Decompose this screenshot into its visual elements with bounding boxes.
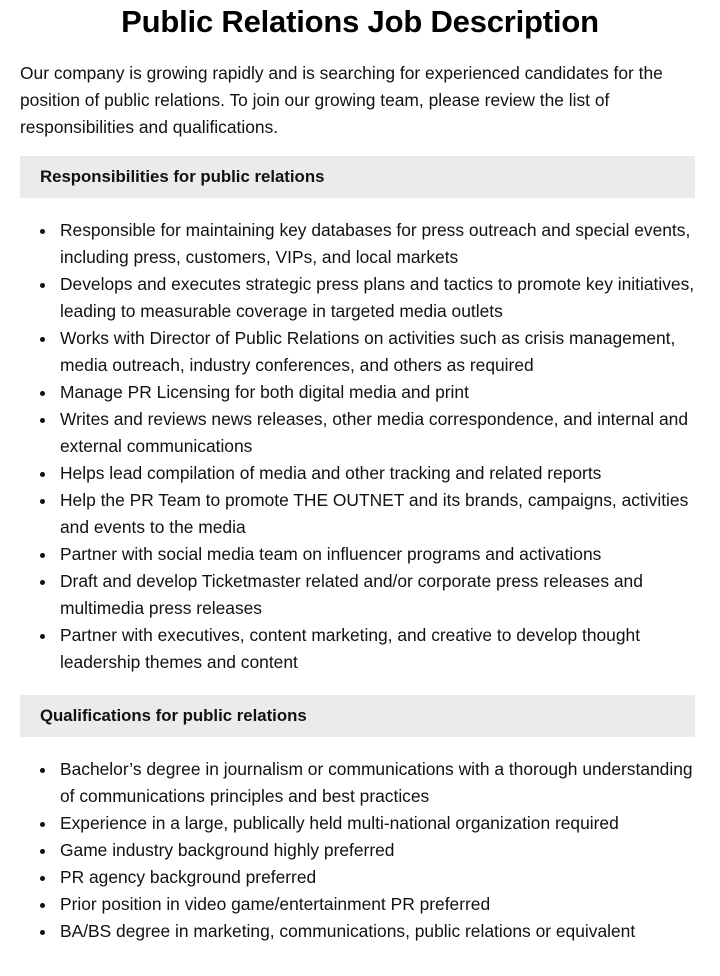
intro-paragraph: Our company is growing rapidly and is searching for experienced candidates for the position of public relations. To join our growing team, please review the list of responsibilities and qualifications. xyxy=(20,63,663,137)
list-item: Draft and develop Ticketmaster related and/or corporate press releases and multimedia press releases xyxy=(60,568,700,622)
list-item: Manage PR Licensing for both digital media and print xyxy=(60,379,700,406)
qualifications-heading: Qualifications for public relations xyxy=(20,695,695,737)
list-item: Partner with social media team on influencer programs and activations xyxy=(60,541,700,568)
list-item: BA/BS degree in marketing, communications, public relations or equivalent xyxy=(60,918,700,945)
qualifications-list xyxy=(20,756,700,945)
list-item: Develops and executes strategic press plans and tactics to promote key initiatives, leading to measurable coverage in targeted media outlets xyxy=(60,271,700,325)
list-item: Responsible for maintaining key databases for press outreach and special events, including press, customers, VIPs, and local markets xyxy=(60,217,700,271)
list-item: Helps lead compilation of media and other tracking and related reports xyxy=(60,460,700,487)
list-item: Partner with executives, content marketing, and creative to develop thought leadership themes and content xyxy=(60,622,700,676)
list-item: Prior position in video game/entertainment PR preferred xyxy=(60,891,700,918)
list-item: Bachelor’s degree in journalism or communications with a thorough understanding of communications principles and best practices xyxy=(60,756,700,810)
list-item: Help the PR Team to promote THE OUTNET and its brands, campaigns, activities and events to the media xyxy=(60,487,700,541)
responsibilities-list xyxy=(20,217,700,676)
list-item: Writes and reviews news releases, other media correspondence, and internal and external communications xyxy=(60,406,700,460)
page-title: Public Relations Job Description xyxy=(121,4,599,39)
list-item: PR agency background preferred xyxy=(60,864,700,891)
responsibilities-heading: Responsibilities for public relations xyxy=(20,156,695,198)
list-item: Game industry background highly preferred xyxy=(60,837,700,864)
list-item: Experience in a large, publically held multi-national organization required xyxy=(60,810,700,837)
list-item: Works with Director of Public Relations on activities such as crisis management, media outreach, industry conferences, and others as required xyxy=(60,325,700,379)
